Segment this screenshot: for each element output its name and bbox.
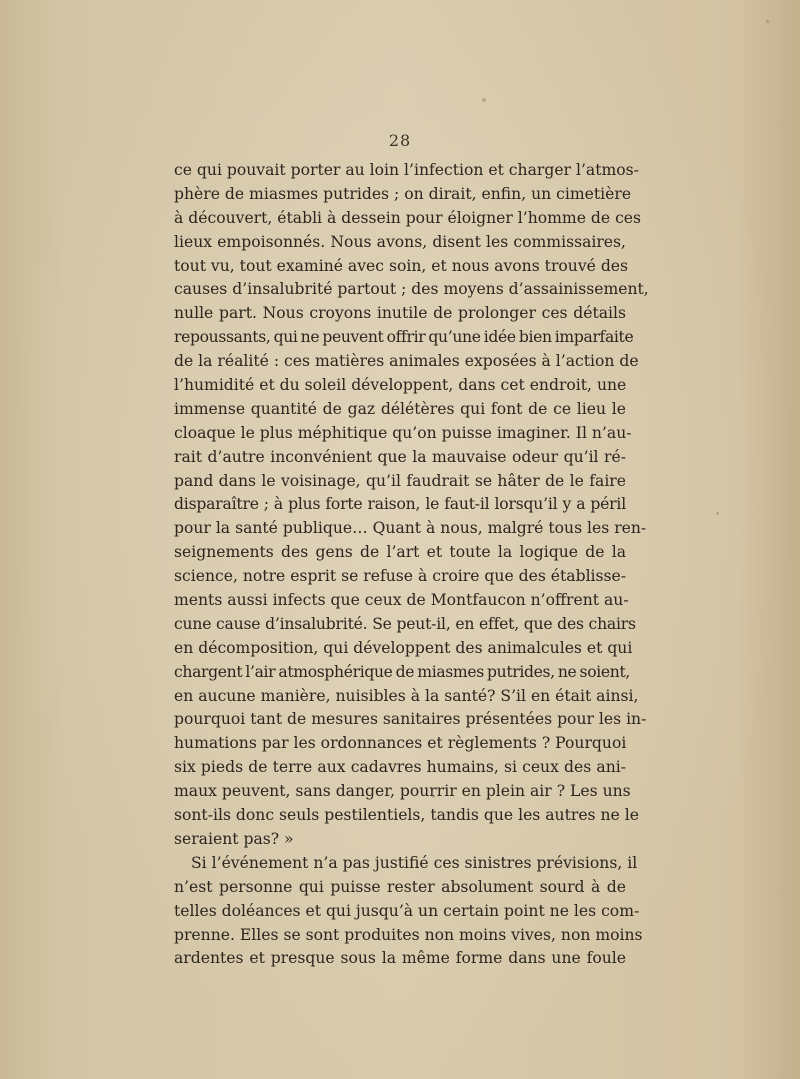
- text-line: Si l’événement n’a pas justifié ces sinistres prévisions, il: [191, 853, 638, 872]
- text-line: six pieds de terre aux cadavres humains, si ceux des ani-: [174, 758, 626, 777]
- text-line: ments aussi infects que ceux de Montfaucon n’offrent au-: [174, 591, 629, 610]
- text-line: phère de miasmes putrides ; on dirait, enfin, un cimetière: [174, 184, 632, 203]
- text-line: à découvert, établi à dessein pour éloigner l’homme de ces: [174, 208, 642, 227]
- text-line: ardentes et presque sous la même forme dans une foule: [174, 949, 626, 968]
- text-line: disparaître ; à plus forte raison, le faut-il lorsqu’il y a péril: [174, 495, 626, 514]
- text-line: ce qui pouvait porter au loin l’infection et charger l’atmos-: [174, 161, 639, 179]
- paper-spot: [716, 512, 719, 515]
- text-line: seraient pas? »: [174, 829, 294, 848]
- text-line: rait d’autre inconvénient que la mauvaise odeur qu’il ré-: [174, 447, 626, 466]
- text-line: humations par les ordonnances et règlements ? Pourquoi: [174, 734, 627, 753]
- text-line: prenne. Elles se sont produites non moins vives, non moins: [174, 925, 643, 944]
- text-line: nulle part. Nous croyons inutile de prolonger ces détails: [174, 304, 626, 323]
- text-line: de la réalité : ces matières animales exposées à l’action de: [174, 352, 639, 371]
- text-line: immense quantité de gaz délétères qui font de ce lieu le: [174, 399, 626, 418]
- text-line: n’est personne qui puisse rester absolument sourd à de: [174, 877, 626, 896]
- text-line: l’humidité et du soleil développent, dans cet endroit, une: [174, 376, 627, 395]
- text-line: repoussants, qui ne peuvent offrir qu’une idée bien imparfaite: [174, 328, 634, 347]
- text-line: science, notre esprit se refuse à croire que des établisse-: [174, 567, 627, 586]
- page-number: 28: [388, 131, 412, 150]
- text-line: en aucune manière, nuisibles à la santé? S’il en était ainsi,: [174, 686, 639, 705]
- text-line: pour la santé publique… Quant à nous, malgré tous les ren-: [174, 519, 647, 538]
- text-line: telles doléances et qui jusqu’à un certain point ne les com-: [174, 901, 640, 920]
- text-line: cloaque le plus méphitique qu’on puisse imaginer. Il n’au-: [174, 423, 632, 442]
- text-line: causes d’insalubrité partout ; des moyens d’assainissement,: [174, 280, 649, 299]
- text-line: chargent l’air atmosphérique de miasmes putrides, ne soient,: [174, 662, 630, 681]
- body-text: [174, 159, 649, 971]
- text-line: pand dans le voisinage, qu’il faudrait se hâter de le faire: [174, 471, 626, 490]
- paper-spot: [432, 795, 435, 798]
- paper-spot: [766, 20, 769, 23]
- text-line: tout vu, tout examiné avec soin, et nous avons trouvé des: [174, 256, 629, 275]
- text-line: maux peuvent, sans danger, pourrir en plein air ? Les uns: [174, 782, 631, 801]
- text-line: seignements des gens de l’art et toute la logique de la: [174, 543, 626, 562]
- text-line: pourquoi tant de mesures sanitaires présentées pour les in-: [174, 710, 647, 729]
- text-line: sont-ils donc seuls pestilentiels, tandis que les autres ne le: [174, 806, 639, 825]
- text-line: lieux empoisonnés. Nous avons, disent les commissaires,: [174, 232, 626, 251]
- paper-spot: [482, 98, 486, 102]
- text-line: en décomposition, qui développent des animalcules et qui: [174, 638, 633, 657]
- text-line: cune cause d’insalubrité. Se peut-il, en effet, que des chairs: [174, 614, 636, 633]
